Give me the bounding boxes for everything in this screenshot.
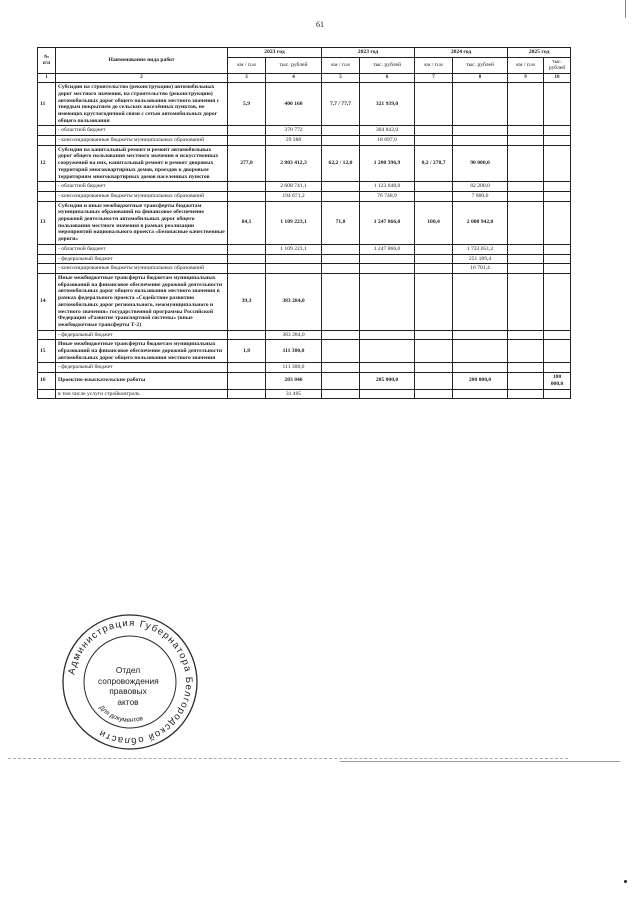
- row-value-c3: [228, 373, 266, 389]
- row-value-c10: [544, 191, 571, 201]
- row-value-c9: [508, 273, 544, 330]
- table-row: [38, 244, 571, 254]
- row-value-c9: [508, 264, 544, 274]
- row-value-c6: 18 097,0: [360, 136, 415, 146]
- row-value-c3: [228, 136, 266, 146]
- row-value-c6: 304 842,0: [360, 126, 415, 136]
- table-body: [38, 83, 571, 399]
- row-value-c3: 84,1: [228, 201, 266, 244]
- row-index: [38, 182, 56, 192]
- row-value-c4: 29 388: [266, 136, 322, 146]
- row-value-c9: [508, 126, 544, 136]
- row-value-c8: 7 800,0: [453, 191, 508, 201]
- row-value-c3: [228, 126, 266, 136]
- row-value-c5: [322, 136, 360, 146]
- scan-artifact-line: [340, 761, 620, 762]
- row-index: [38, 191, 56, 201]
- row-value-c8: 1 733 051,2: [453, 244, 508, 254]
- row-value-c8: [453, 330, 508, 340]
- header-unit-km: км / п.м: [322, 57, 360, 73]
- row-value-c3: [228, 191, 266, 201]
- row-value-c3: [228, 254, 266, 264]
- row-value-c7: 100,4: [415, 201, 453, 244]
- row-value-c4: 31 405: [266, 389, 322, 399]
- header-unit-rub: тыс. рублей: [360, 57, 415, 73]
- row-value-c4: 194 671,2: [266, 191, 322, 201]
- stamp-line: актов: [117, 696, 139, 707]
- row-value-c6: [360, 254, 415, 264]
- stamp-bottom-textpath: Для документов: [97, 704, 144, 725]
- row-value-c7: [415, 340, 453, 363]
- row-value-c3: [228, 330, 266, 340]
- row-value-c5: [322, 389, 360, 399]
- row-value-c5: [322, 273, 360, 330]
- row-index: [38, 389, 56, 399]
- row-value-c5: [322, 191, 360, 201]
- row-value-c9: [508, 340, 544, 363]
- row-index: [38, 254, 56, 264]
- row-work-name: - консолидированные бюджеты муниципальных образований: [56, 264, 228, 274]
- header-year-4: 2025 год: [508, 48, 571, 58]
- row-index: 16: [38, 373, 56, 389]
- col-number: 6: [360, 74, 415, 83]
- stamp-center-text: [98, 665, 158, 707]
- row-value-c7: [415, 330, 453, 340]
- row-value-c9: [508, 191, 544, 201]
- row-value-c8: [453, 83, 508, 126]
- row-index: 15: [38, 340, 56, 363]
- row-value-c5: 62,2 / 12,0: [322, 145, 360, 182]
- row-index: [38, 330, 56, 340]
- row-value-c10: [544, 273, 571, 330]
- col-number: 9: [508, 74, 544, 83]
- table-row: [38, 126, 571, 136]
- row-value-c6: [360, 264, 415, 274]
- row-work-name: - областной бюджет: [56, 126, 228, 136]
- header-unit-rub: тыс. рублей: [266, 57, 322, 73]
- row-value-c9: [508, 373, 544, 389]
- row-value-c9: [508, 389, 544, 399]
- row-value-c10: [544, 136, 571, 146]
- row-value-c8: 200 000,0: [453, 373, 508, 389]
- row-value-c3: 39,3: [228, 273, 266, 330]
- row-value-c4: [266, 264, 322, 274]
- row-value-c3: 277,8: [228, 145, 266, 182]
- row-value-c5: [322, 363, 360, 373]
- row-value-c8: [453, 126, 508, 136]
- row-value-c6: [360, 389, 415, 399]
- row-work-name: Субсидии на строительство (реконструкцию) автомобильных дорог местного значения, на строительство (реконструкцию) автомобильных дорог общего пользования местного значения с твердым покрытием до сельских населённых пунктов, не имеющих круглогодичной связи с сетью автомобильных дорог общего пользования: [56, 83, 228, 126]
- stamp-bottom-text: [98, 704, 145, 724]
- row-index: [38, 244, 56, 254]
- row-value-c8: [453, 340, 508, 363]
- row-value-c6: [360, 340, 415, 363]
- row-value-c5: [322, 373, 360, 389]
- table-row: [38, 136, 571, 146]
- row-value-c9: [508, 244, 544, 254]
- row-value-c8: 16 701,4: [453, 264, 508, 274]
- row-value-c10: [544, 254, 571, 264]
- row-value-c10: [544, 363, 571, 373]
- row-work-name: - федеральный бюджет: [56, 330, 228, 340]
- row-value-c6: 1 123 648,0: [360, 182, 415, 192]
- row-index: [38, 363, 56, 373]
- row-value-c4: 203 846: [266, 373, 322, 389]
- col-number: 2: [56, 74, 228, 83]
- row-work-name: в том числе услуги стройконтроль: [56, 389, 228, 399]
- row-work-name: - федеральный бюджет: [56, 363, 228, 373]
- row-value-c10: [544, 264, 571, 274]
- row-work-name: Иные межбюджетные трансферты бюджетам муниципальных образований на финансовое обеспечение дорожной деятельности автомобильных дорог общего пользования местного значения в рамках федерального проекта «Содействие развитию автомобильных дорог регионального, межмуниципального и местного значения» государственной программы Российской Федерации «Развитие транспортной системы» (иные межбюджетные трансферты Т-2): [56, 273, 228, 330]
- row-work-name: - консолидированные бюджеты муниципальных образований: [56, 136, 228, 146]
- row-work-name: - областной бюджет: [56, 182, 228, 192]
- row-value-c4: 1 109 223,1: [266, 244, 322, 254]
- row-value-c10: [544, 126, 571, 136]
- row-value-c5: 71,8: [322, 201, 360, 244]
- row-value-c4: 383 284,0: [266, 273, 322, 330]
- stamp-line: сопровождения: [98, 675, 159, 686]
- row-value-c5: [322, 340, 360, 363]
- row-value-c10: [544, 201, 571, 244]
- row-index: 14: [38, 273, 56, 330]
- stamp-line: правовых: [109, 686, 147, 696]
- table-row: [38, 330, 571, 340]
- row-value-c6: 1 247 866,0: [360, 201, 415, 244]
- table-row: [38, 83, 571, 126]
- col-number: 8: [453, 74, 508, 83]
- row-value-c7: [415, 244, 453, 254]
- row-value-c8: [453, 273, 508, 330]
- row-value-c5: [322, 244, 360, 254]
- col-number: 5: [322, 74, 360, 83]
- header-col-numbers: [38, 74, 571, 83]
- row-value-c5: [322, 330, 360, 340]
- header-num: № п/п: [38, 48, 56, 74]
- row-value-c4: 2 803 412,3: [266, 145, 322, 182]
- row-index: 11: [38, 83, 56, 126]
- row-value-c5: [322, 254, 360, 264]
- header-unit-rub: тыс. рублей: [544, 57, 571, 73]
- row-value-c9: [508, 363, 544, 373]
- row-value-c4: 400 160: [266, 83, 322, 126]
- table-row: [38, 389, 571, 399]
- row-value-c9: [508, 83, 544, 126]
- row-value-c8: 90 000,0: [453, 145, 508, 182]
- col-number: 4: [266, 74, 322, 83]
- scan-artifact-mark: [625, 0, 626, 18]
- row-value-c5: [322, 182, 360, 192]
- row-value-c3: 1,8: [228, 340, 266, 363]
- row-value-c4: 111 300,0: [266, 363, 322, 373]
- header-unit-rub: тыс. рублей: [453, 57, 508, 73]
- col-number: 1: [38, 74, 56, 83]
- row-value-c7: [415, 254, 453, 264]
- row-value-c7: [415, 273, 453, 330]
- row-value-c4: 383 284,0: [266, 330, 322, 340]
- row-value-c9: [508, 145, 544, 182]
- table-row: [38, 373, 571, 389]
- row-value-c8: 82 200,0: [453, 182, 508, 192]
- scan-artifact-line: [8, 758, 568, 759]
- row-value-c5: [322, 126, 360, 136]
- row-work-name: - федеральный бюджет: [56, 254, 228, 264]
- works-table: [37, 47, 571, 399]
- table-row: [38, 145, 571, 182]
- row-value-c10: [544, 389, 571, 399]
- row-value-c6: [360, 330, 415, 340]
- row-index: 12: [38, 145, 56, 182]
- row-value-c10: [544, 330, 571, 340]
- row-value-c7: 0,2 / 278,7: [415, 145, 453, 182]
- row-value-c10: [544, 145, 571, 182]
- row-index: [38, 126, 56, 136]
- row-value-c3: [228, 244, 266, 254]
- row-value-c4: 111 300,0: [266, 340, 322, 363]
- row-value-c5: [322, 264, 360, 274]
- table-row: [38, 191, 571, 201]
- table-row: [38, 363, 571, 373]
- row-work-name: Субсидии и иные межбюджетные трансферты бюджетам муниципальных образований на финансовое обеспечение дорожной деятельности автомобильных дорог общего пользования местного значения в рамках реализации мероприятий национального проекта «Безопасные качественные дороги»: [56, 201, 228, 244]
- scan-artifact-dot: [624, 880, 627, 883]
- row-value-c6: 1 200 396,9: [360, 145, 415, 182]
- row-index: [38, 264, 56, 274]
- row-value-c10: [544, 83, 571, 126]
- col-number: 10: [544, 74, 571, 83]
- row-work-name: Иные межбюджетные трансферты бюджетам муниципальных образований на финансовое обеспечение дорожной деятельности автомобильных дорог общего пользования местного значения: [56, 340, 228, 363]
- row-work-name: Проектно-изыскательские работы: [56, 373, 228, 389]
- row-value-c3: [228, 264, 266, 274]
- row-value-c6: [360, 363, 415, 373]
- col-number: 7: [415, 74, 453, 83]
- row-value-c8: [453, 363, 508, 373]
- header-year-2: 2023 год: [322, 48, 415, 58]
- row-value-c6: 321 939,0: [360, 83, 415, 126]
- row-value-c7: [415, 182, 453, 192]
- row-value-c7: [415, 363, 453, 373]
- table-row: [38, 201, 571, 244]
- col-number: 3: [228, 74, 266, 83]
- row-value-c3: [228, 389, 266, 399]
- row-index: 13: [38, 201, 56, 244]
- row-work-name: - консолидированные бюджеты муниципальных образований: [56, 191, 228, 201]
- row-value-c7: [415, 389, 453, 399]
- row-work-name: Субсидии на капитальный ремонт и ремонт автомобильных дорог общего пользования местного значения и искусственных сооружений на них, капитальный ремонт и ремонт дворовых территорий многоквартирных домов, проездов к дворовым территориям многоквартирных домов населенных пунктов: [56, 145, 228, 182]
- header-unit-km: км / п.м: [415, 57, 453, 73]
- row-value-c10: [544, 182, 571, 192]
- row-value-c7: [415, 136, 453, 146]
- row-value-c6: 1 247 866,0: [360, 244, 415, 254]
- row-value-c10: [544, 340, 571, 363]
- row-value-c9: [508, 136, 544, 146]
- row-value-c8: 251 189,4: [453, 254, 508, 264]
- table-row: [38, 264, 571, 274]
- header-name: Наименование вида работ: [56, 48, 228, 74]
- row-value-c3: [228, 182, 266, 192]
- row-value-c7: [415, 191, 453, 201]
- row-value-c7: [415, 373, 453, 389]
- row-value-c9: [508, 254, 544, 264]
- row-value-c5: 7,7 / 77,7: [322, 83, 360, 126]
- row-value-c6: 76 748,9: [360, 191, 415, 201]
- row-value-c10: [544, 244, 571, 254]
- row-value-c7: [415, 264, 453, 274]
- row-value-c6: 205 000,0: [360, 373, 415, 389]
- row-value-c7: [415, 126, 453, 136]
- row-value-c6: [360, 273, 415, 330]
- row-value-c9: [508, 330, 544, 340]
- page-number: 61: [316, 20, 324, 29]
- row-value-c4: 370 772: [266, 126, 322, 136]
- table-row: [38, 254, 571, 264]
- table-row: [38, 273, 571, 330]
- row-index: [38, 136, 56, 146]
- row-value-c8: 2 000 942,0: [453, 201, 508, 244]
- table-row: [38, 182, 571, 192]
- stamp-line: Отдел: [115, 665, 141, 675]
- row-value-c4: [266, 254, 322, 264]
- table-row: [38, 340, 571, 363]
- header-unit-km: км / п.м: [508, 57, 544, 73]
- stamp-ring-textpath: Администрация Губернатора Белгородской области: [66, 617, 195, 747]
- row-value-c4: 2 608 741,1: [266, 182, 322, 192]
- row-value-c9: [508, 201, 544, 244]
- row-value-c4: 1 109 223,1: [266, 201, 322, 244]
- header-unit-km: км / п.м: [228, 57, 266, 73]
- row-value-c8: [453, 389, 508, 399]
- row-work-name: - областной бюджет: [56, 244, 228, 254]
- row-value-c9: [508, 182, 544, 192]
- row-value-c10: 180 000,0: [544, 373, 571, 389]
- row-value-c7: [415, 83, 453, 126]
- header-year-1: 2023 год: [228, 48, 322, 58]
- row-value-c3: [228, 363, 266, 373]
- row-value-c8: [453, 136, 508, 146]
- header-year-3: 2024 год: [415, 48, 508, 58]
- header-row-years: [38, 48, 571, 58]
- row-value-c3: 5,9: [228, 83, 266, 126]
